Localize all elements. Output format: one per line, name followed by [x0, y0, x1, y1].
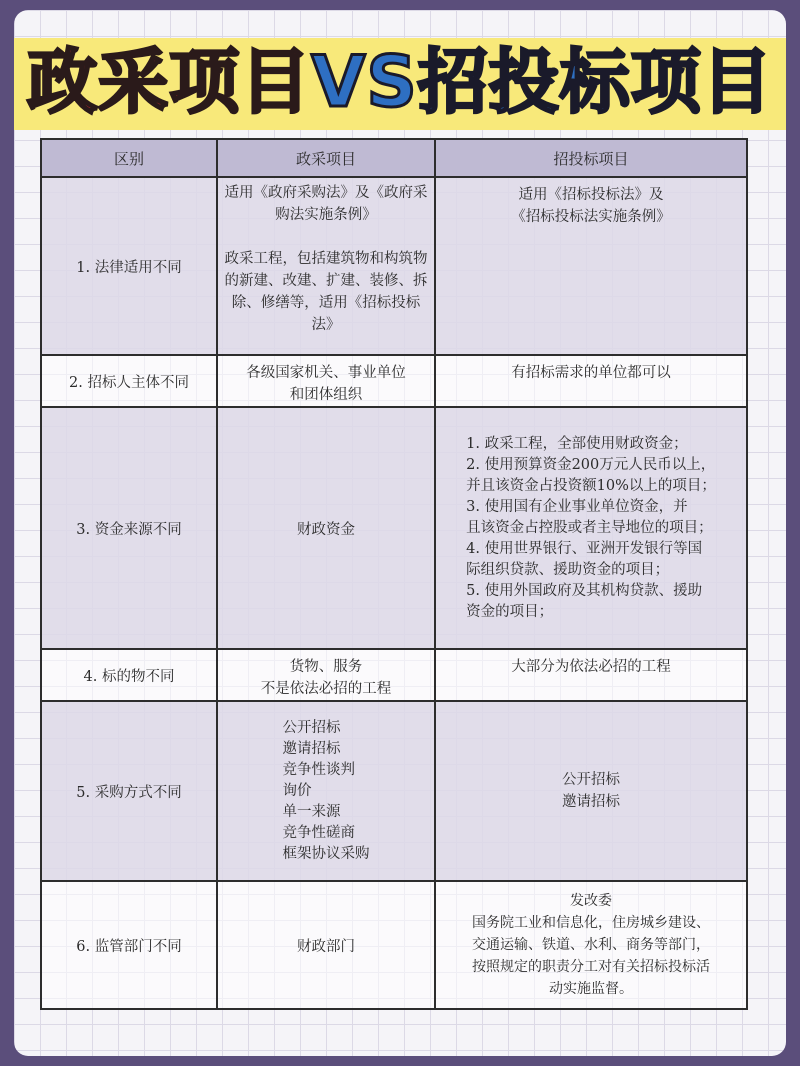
- row-label: 3. 资金来源不同: [41, 407, 217, 649]
- gov-cell: [217, 649, 435, 701]
- bid-text: 5. 使用外国政府及其机构贷款、援助: [466, 582, 703, 599]
- gov-text: 不是依法必招的工程: [260, 681, 392, 697]
- gov-text: 和团体组织: [289, 387, 363, 403]
- bid-cell: [435, 649, 747, 701]
- bid-text: 3. 使用国有企业事业单位资金，并: [466, 498, 688, 515]
- table-row: [41, 355, 747, 407]
- table-row: [41, 701, 747, 881]
- gov-cell: 财政部门: [217, 881, 435, 1009]
- bid-text: 公开招标: [562, 772, 620, 788]
- gov-text: 公开招标: [282, 719, 341, 736]
- bid-text: 4. 使用世界银行、亚洲开发银行等国: [466, 540, 703, 557]
- gov-text: 邀请招标: [282, 740, 341, 757]
- table-row: [41, 649, 747, 701]
- bid-text: 并且该资金占投资额10%以上的项目；: [466, 477, 716, 494]
- page-title: [14, 32, 786, 132]
- gov-text: 各级国家机关、事业单位: [246, 365, 406, 381]
- title-bid: 招投标项目: [417, 41, 773, 123]
- bid-text: 国务院工业和信息化，住房城乡建设、: [472, 915, 710, 931]
- bid-text: 《招标投标法实施条例》: [511, 209, 671, 225]
- row-label: 4. 标的物不同: [41, 649, 217, 701]
- bid-cell: [435, 177, 747, 355]
- table-row: [41, 407, 747, 649]
- table-row: [41, 881, 747, 1009]
- bid-text: 适用《招标投标法》及: [518, 187, 664, 203]
- bid-list: [466, 434, 716, 623]
- bid-cell: [435, 701, 747, 881]
- bid-cell: [435, 407, 747, 649]
- gov-cell: [217, 355, 435, 407]
- gov-text: 竞争性磋商: [282, 824, 355, 841]
- comparison-table: [40, 138, 748, 1010]
- row-label: 5. 采购方式不同: [41, 701, 217, 881]
- gov-cell: 财政资金: [217, 407, 435, 649]
- bid-text: 邀请招标: [562, 794, 620, 810]
- bid-text: 际组织贷款、援助资金的项目；: [466, 561, 670, 578]
- row-label: 1. 法律适用不同: [41, 177, 217, 355]
- bid-text: 按照规定的职责分工对有关招标投标活: [472, 959, 710, 975]
- bid-text: 动实施监督。: [549, 981, 633, 997]
- bid-cell: [435, 881, 747, 1009]
- title-gov: 政采项目: [27, 41, 312, 123]
- gov-text: 竞争性谈判: [282, 761, 355, 778]
- header-difference: 区别: [41, 139, 217, 177]
- bid-text: 大部分为依法必招的工程: [511, 659, 671, 675]
- bid-text: 发改委: [570, 893, 612, 909]
- table-row: [41, 177, 747, 355]
- bid-text: 交通运输、铁道、水利、商务等部门，: [472, 937, 710, 953]
- gov-text: 框架协议采购: [282, 845, 370, 862]
- gov-text: 政采工程，包括建筑物和构筑物的新建、改建、扩建、装修、拆除、修缮等，适用《招标投标法》: [224, 251, 428, 333]
- row-label: 2. 招标人主体不同: [41, 355, 217, 407]
- bid-text: 1. 政采工程，全部使用财政资金；: [466, 435, 688, 452]
- table-header-row: [41, 139, 747, 177]
- row-label: 6. 监管部门不同: [41, 881, 217, 1009]
- bid-cell: [435, 355, 747, 407]
- gov-text: 单一来源: [282, 803, 341, 820]
- gov-text: 货物、服务: [289, 659, 363, 675]
- gov-text: 适用《政府采购法》及《政府采购法实施条例》: [224, 185, 428, 223]
- gov-cell: [217, 701, 435, 881]
- gov-text: 询价: [282, 782, 312, 799]
- bid-text: 有招标需求的单位都可以: [511, 365, 671, 381]
- bid-text: 2. 使用预算资金200万元人民币以上，: [466, 456, 716, 473]
- header-gov: 政采项目: [217, 139, 435, 177]
- bid-text: 且该资金占控股或者主导地位的项目；: [466, 519, 713, 536]
- gov-cell: [217, 177, 435, 355]
- title-vs: VS: [311, 41, 418, 123]
- bid-text: 资金的项目；: [466, 603, 554, 620]
- header-bid: 招投标项目: [435, 139, 747, 177]
- gov-list: [283, 718, 370, 865]
